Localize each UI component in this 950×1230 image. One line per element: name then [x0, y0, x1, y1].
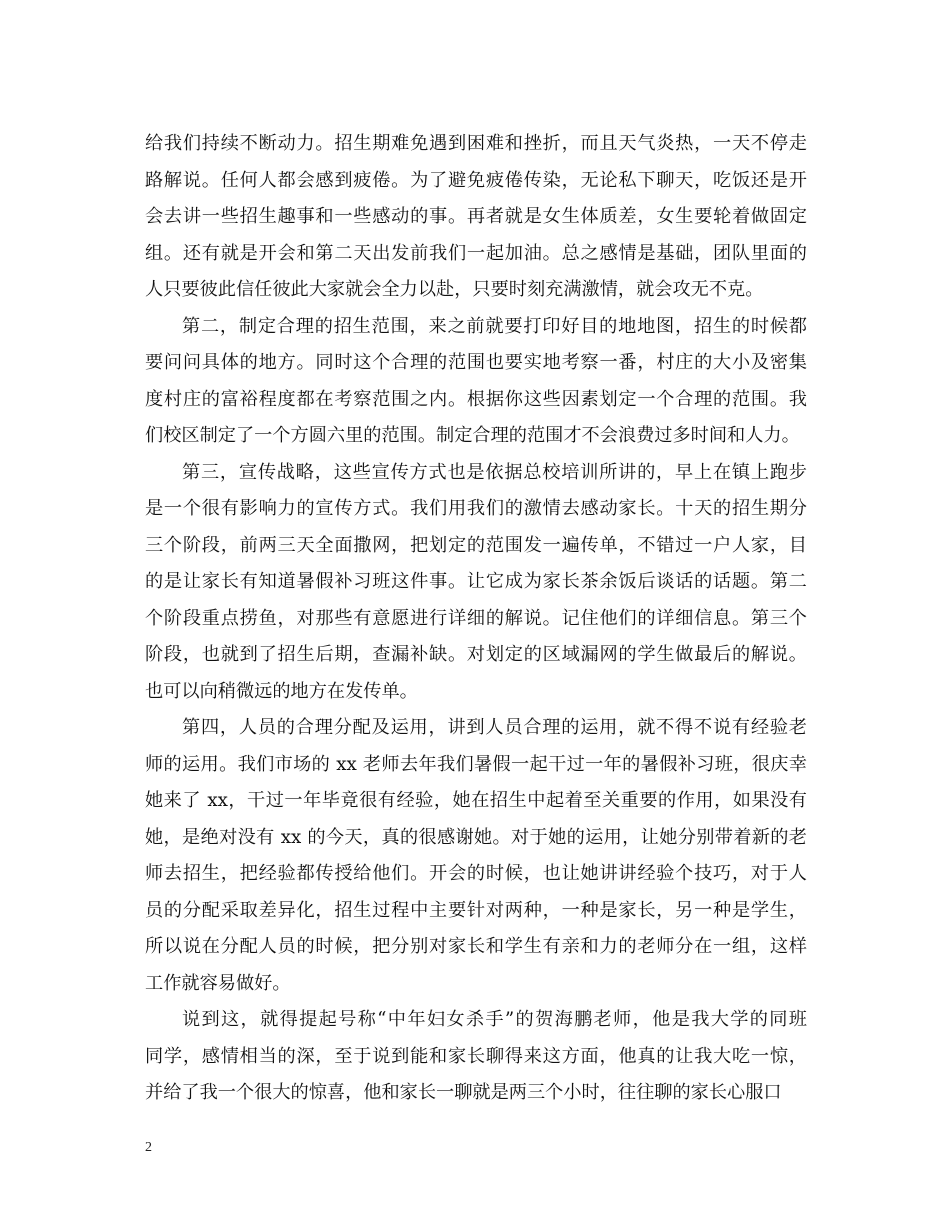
text-line: 她来了 xx，干过一年毕竟很有经验，她在招生中起着至关重要的作用，如果没有	[145, 790, 807, 811]
text-line: 并给了我一个很大的惊喜，他和家长一聊就是两三个小时，往往聊的家长心服口	[145, 1082, 782, 1103]
text-line: 师去招生，把经验都传授给他们。开会的时候，也让她讲讲经验个技巧，对于人	[145, 863, 807, 884]
text-line: 度村庄的富裕程度都在考察范围之内。根据你这些因素划定一个合理的范围。我	[145, 388, 807, 410]
text-line: 第二，制定合理的招生范围，来之前就要打印好目的地地图，招生的时候都	[182, 315, 807, 337]
text-line: 要问问具体的地方。同时这个合理的范围也要实地考察一番，村庄的大小及密集	[145, 352, 807, 373]
text-line: 组。还有就是开会和第二天出发前我们一起加油。总之感情是基础，团队里面的	[145, 242, 807, 264]
text-line: 员的分配采取差异化，招生过程中主要针对两种，一种是家长，另一种是学生，	[145, 899, 807, 921]
page-number: 2	[145, 1140, 152, 1155]
text-line: 第三，宣传战略，这些宣传方式也是依据总校培训所讲的，早上在镇上跑步	[182, 461, 807, 483]
text-line: 所以说在分配人员的时候，把分别对家长和学生有亲和力的老师分在一组，这样	[145, 936, 807, 957]
text-line: 会去讲一些招生趣事和一些感动的事。再者就是女生体质差，女生要轮着做固定	[145, 206, 807, 227]
text-line: 第四，人员的合理分配及运用，讲到人员合理的运用，就不得不说有经验老	[182, 717, 807, 738]
text-line: 给我们持续不断动力。招生期难免遇到困难和挫折，而且天气炎热，一天不停走	[145, 133, 807, 154]
text-line: 也可以向稍微远的地方在发传单。	[145, 680, 418, 702]
text-line: 的是让家长有知道暑假补习班这件事。让它成为家长茶余饭后谈话的话题。第二	[145, 571, 807, 592]
text-line: 她，是绝对没有 xx 的今天，真的很感谢她。对于她的运用，让她分别带着新的老	[145, 826, 807, 848]
paragraph	[145, 126, 807, 309]
paragraph	[145, 455, 807, 711]
text-line: 路解说。任何人都会感到疲倦。为了避免疲倦传染，无论私下聊天，吃饭还是开	[145, 169, 807, 191]
text-line: 工作就容易做好。	[145, 972, 291, 994]
text-line: 同学，感情相当的深，至于说到能和家长聊得来这方面，他真的让我大吃一惊，	[145, 1045, 807, 1067]
text-line: 阶段，也就到了招生后期，查漏补缺。对划定的区域漏网的学生做最后的解说。	[145, 644, 807, 665]
text-line: 师的运用。我们市场的 xx 老师去年我们暑假一起干过一年的暑假补习班，很庆幸	[145, 753, 807, 775]
paragraph	[145, 309, 807, 455]
text-line: 人只要彼此信任彼此大家就会全力以赴，只要时刻充满激情，就会攻无不克。	[145, 279, 764, 300]
text-line: 三个阶段，前两三天全面撒网，把划定的范围发一遍传单，不错过一户人家，目	[145, 534, 807, 556]
text-line: 个阶段重点捞鱼，对那些有意愿进行详细的解说。记住他们的详细信息。第三个	[145, 607, 807, 629]
paragraph	[145, 710, 807, 1002]
text-line: 是一个很有影响力的宣传方式。我们用我们的激情去感动家长。十天的招生期分	[145, 498, 807, 519]
text-line: 说到这，就得提起号称“中年妇女杀手”的贺海鹏老师，他是我大学的同班	[182, 1009, 807, 1030]
document-body	[145, 126, 807, 1112]
paragraph	[145, 1002, 807, 1112]
text-line: 们校区制定了一个方圆六里的范围。制定合理的范围才不会浪费过多时间和人力。	[145, 425, 800, 446]
